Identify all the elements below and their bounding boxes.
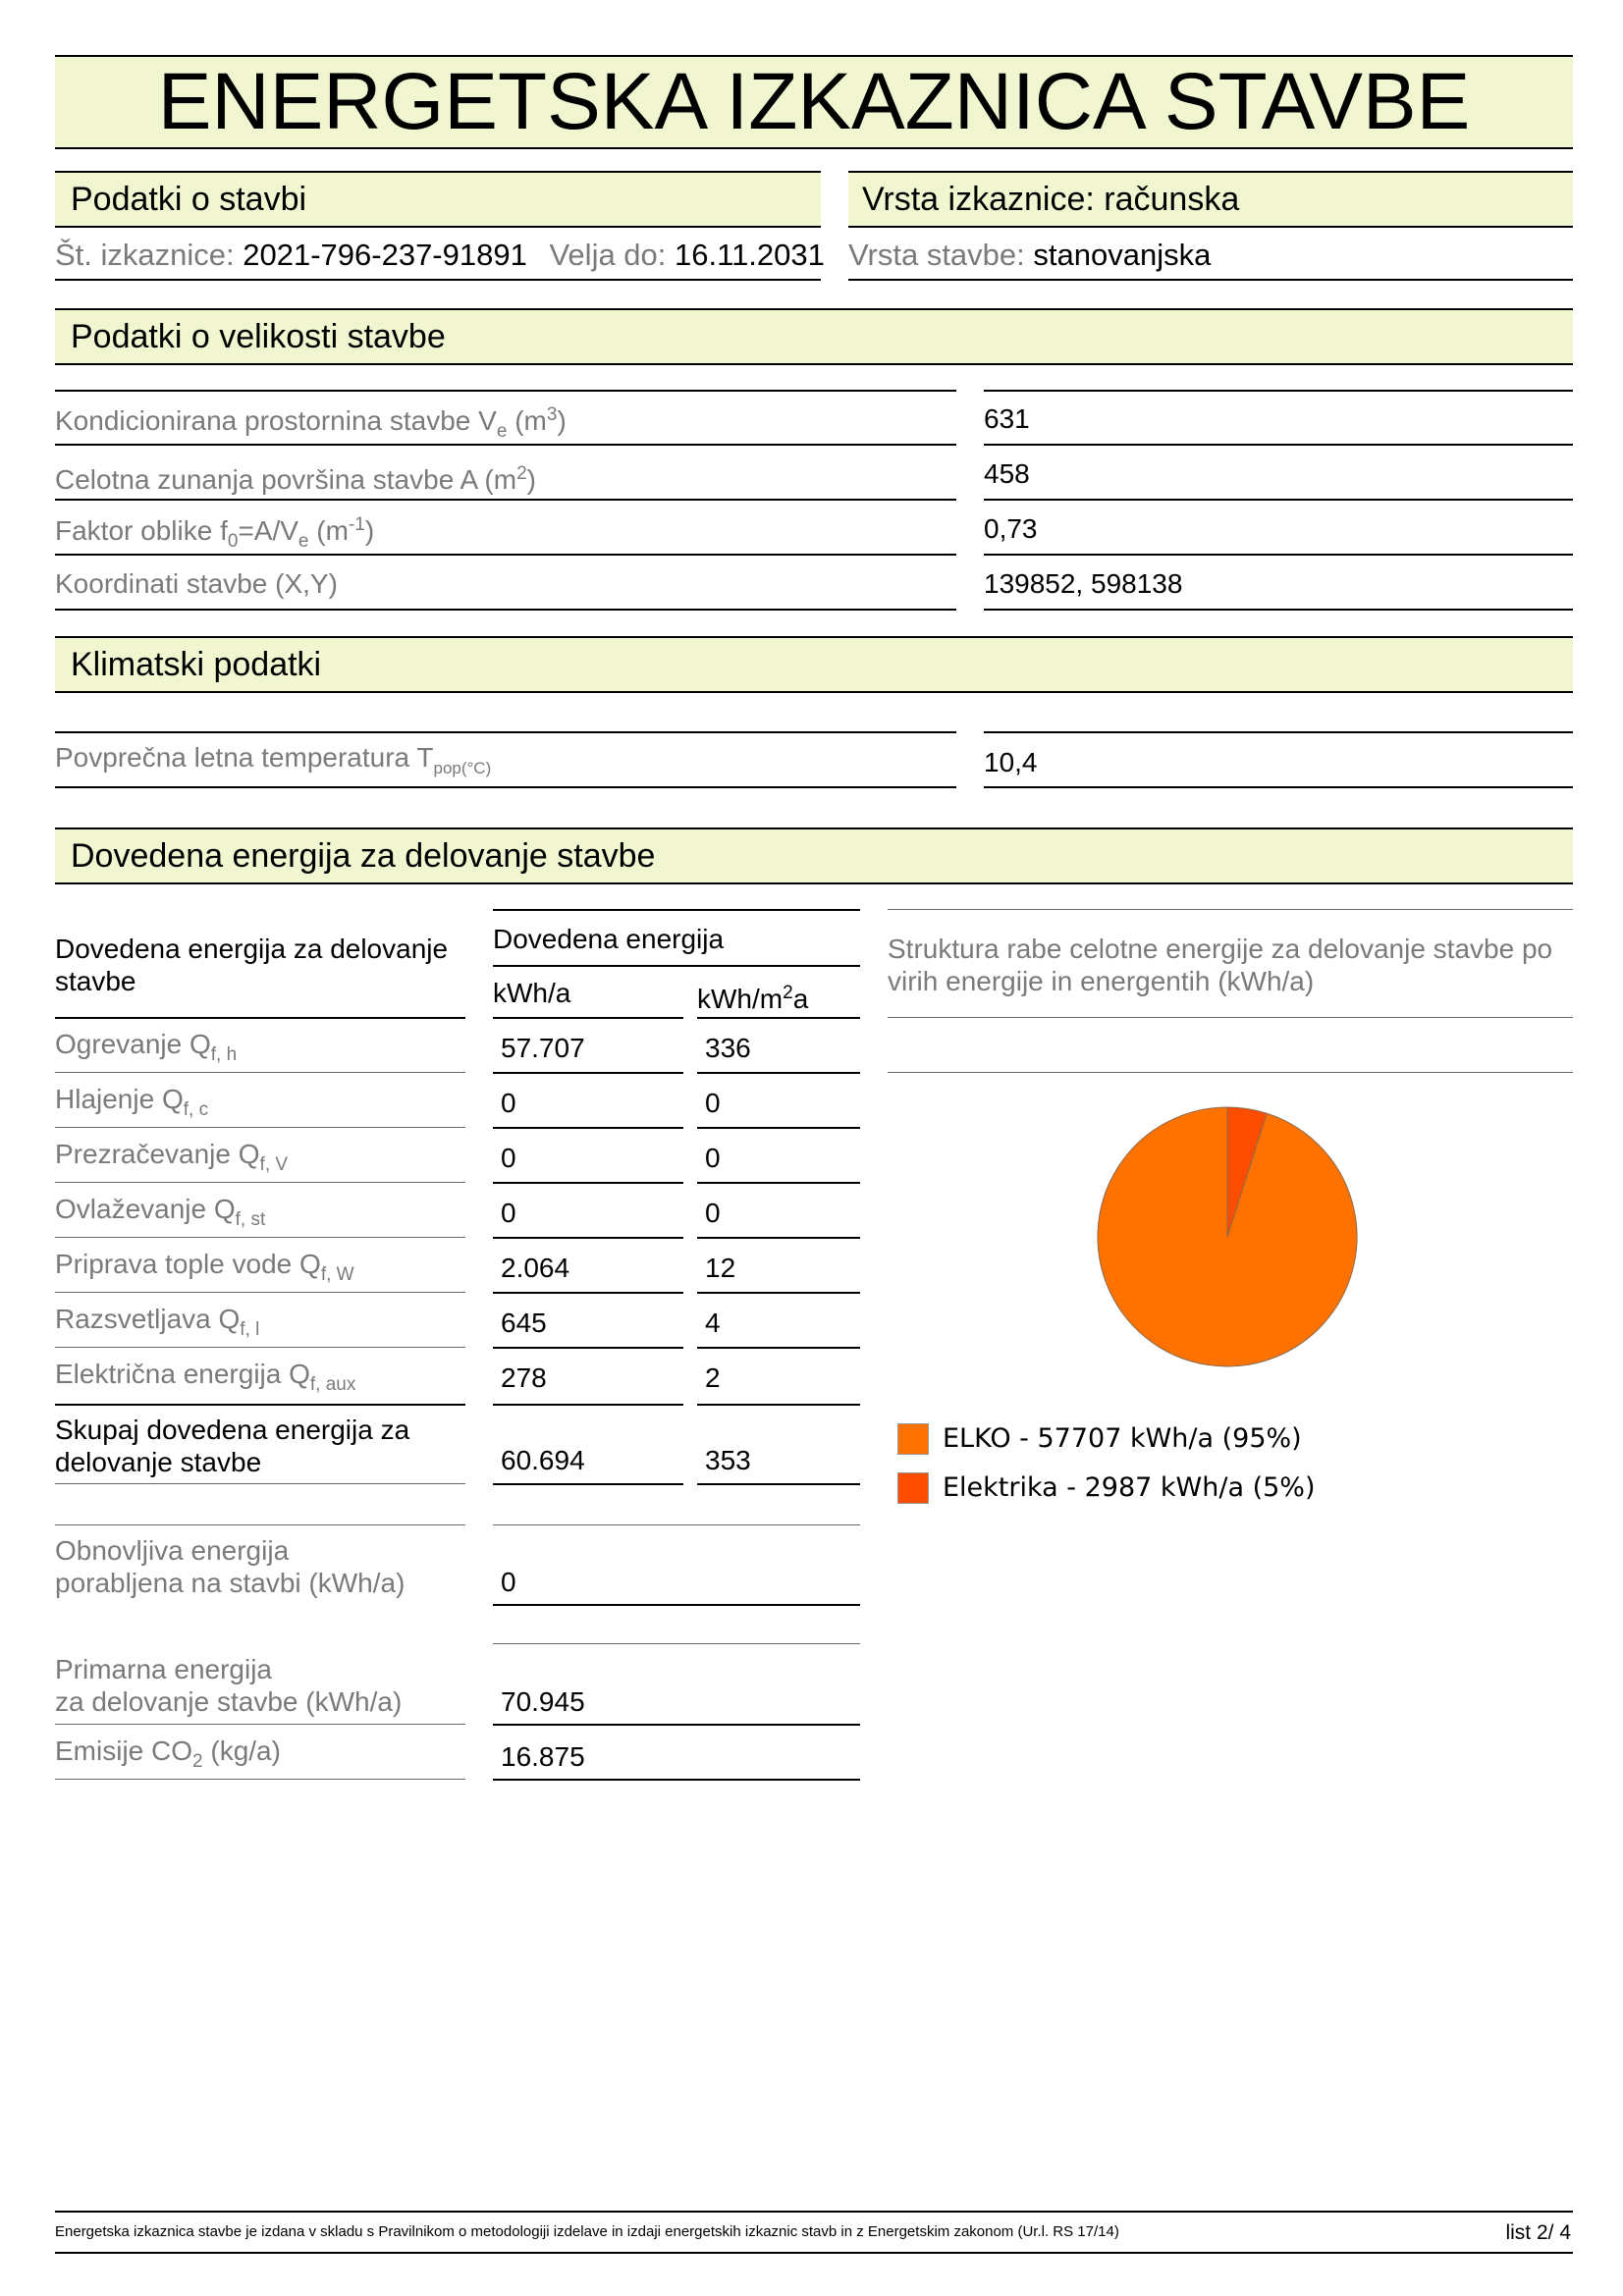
climate-heading: Klimatski podatki: [71, 646, 322, 683]
divider: [493, 1643, 860, 1644]
energy-col-kwh-m2: kWh/$m^2a$: [697, 983, 809, 1014]
divider: [55, 1404, 465, 1406]
energy-row-kwh: 57.707: [501, 1033, 585, 1063]
divider: [55, 1524, 465, 1525]
divider: [55, 1127, 465, 1128]
size-heading: Podatki o velikosti stavbe: [71, 318, 446, 355]
divider: [55, 1182, 465, 1183]
divider: [55, 499, 956, 501]
divider: [493, 1127, 683, 1129]
size-row-shape-label: Faktor oblike $f_0=A/V_e$ $(m^{-1})$: [55, 514, 375, 552]
divider: [984, 731, 1573, 733]
divider: [55, 1483, 465, 1484]
divider: [493, 1483, 683, 1485]
energy-col-group: Dovedena energija: [493, 924, 725, 954]
renewable-label: Obnovljiva energija porabljena na stavbi (kWh/a): [55, 1535, 406, 1598]
chart-title: Struktura rabe celotne energije za delovanje stavbe po virih energije in energentih (kWh/a): [888, 934, 1553, 996]
page-title: ENERGETSKA IZKAZNICA STAVBE: [157, 57, 1471, 146]
divider: [55, 786, 956, 788]
divider: [493, 1604, 860, 1606]
energy-heading: Dovedena energija za delovanje stavbe: [71, 837, 656, 875]
legend-label: Elektrika - 2987 kWh/a (5%): [943, 1472, 1316, 1503]
divider: [984, 444, 1573, 446]
primary-energy-value: 70.945: [501, 1686, 585, 1717]
legend-swatch: [897, 1472, 929, 1504]
divider: [888, 909, 1573, 910]
divider: [55, 1347, 465, 1348]
energy-row-kwh-m2: 4: [705, 1308, 721, 1338]
footer-note: Energetska izkaznica stavbe je izdana v skladu s Pravilnikom o metodologiji izdelave in izdaji energetskih izkaznic stavb in z Energetskim zakonom (Ur.l. RS 17/14): [55, 2223, 1119, 2240]
divider: [697, 1347, 860, 1349]
divider: [984, 390, 1573, 392]
pie-chart: [1090, 1099, 1365, 1374]
valid-until-label: Velja do:: [549, 238, 667, 272]
divider: [493, 1524, 860, 1525]
divider: [55, 390, 956, 392]
divider: [697, 1182, 860, 1184]
divider: [55, 1779, 465, 1780]
size-row-area-label: Celotna zunanja površina stavbe A $(m^2)$: [55, 463, 536, 495]
divider: [55, 1724, 465, 1725]
climate-temperature-value: 10,4: [984, 747, 1038, 777]
divider: [55, 1072, 465, 1073]
legend-swatch: [897, 1423, 929, 1455]
divider: [697, 1072, 860, 1074]
divider: [493, 909, 860, 911]
building-type: stanovanjska: [1033, 238, 1212, 272]
energy-row-kwh: 0: [501, 1088, 516, 1118]
divider: [493, 965, 860, 967]
size-row-area-value: 458: [984, 458, 1030, 489]
divider: [493, 1779, 860, 1781]
divider: [984, 554, 1573, 556]
divider: [697, 1017, 860, 1019]
energy-row-kwh: 0: [501, 1198, 516, 1228]
divider: [55, 609, 956, 611]
energy-row-label: Ovlaževanje $Q_{f, st}$: [55, 1194, 266, 1230]
energy-row-kwh-m2: 0: [705, 1198, 721, 1228]
size-row-shape-value: 0,73: [984, 513, 1038, 544]
divider: [55, 2252, 1573, 2254]
energy-row-label: Ogrevanje $Q_{f, h}$: [55, 1029, 238, 1065]
energy-total-kwh-m2: 353: [705, 1445, 751, 1475]
divider: [697, 1237, 860, 1239]
valid-until: 16.11.2031: [675, 238, 825, 272]
divider: [55, 1237, 465, 1238]
card-number-line: [55, 236, 825, 275]
energy-table-title: Dovedena energija za delovanje stavbe: [55, 934, 449, 996]
divider: [888, 1072, 1573, 1073]
divider: [984, 786, 1573, 788]
size-row-volume-label: Kondicionirana prostornina stavbe $V_e$ $(m^3)$: [55, 404, 567, 442]
renewable-value: 0: [501, 1567, 516, 1597]
divider: [697, 1404, 860, 1406]
building-data-heading: Podatki o stavbi: [71, 181, 307, 218]
energy-row-label: Hlajenje $Q_{f, c}$: [55, 1084, 209, 1120]
divider: [984, 609, 1573, 611]
energy-total-label: Skupaj dovedena energija za delovanje stavbe: [55, 1415, 410, 1477]
divider: [493, 1724, 860, 1726]
climate-temperature-label: Povprečna letna temperatura $T_{pop(^\circ C)}$: [55, 742, 492, 777]
divider: [493, 1072, 683, 1074]
primary-energy-label: Primarna energija za delovanje stavbe (kWh/a): [55, 1654, 403, 1717]
divider: [697, 1483, 860, 1485]
energy-row-kwh: 645: [501, 1308, 547, 1338]
energy-row-kwh-m2: 0: [705, 1088, 721, 1118]
legend-label: ELKO - 57707 kWh/a (95%): [943, 1423, 1302, 1454]
divider: [493, 1347, 683, 1349]
energy-row-kwh: 2.064: [501, 1253, 570, 1283]
divider: [697, 1292, 860, 1294]
divider: [697, 1127, 860, 1129]
divider: [55, 731, 956, 733]
energy-row-label: Razsvetljava $Q_{f, l}$: [55, 1304, 260, 1340]
size-row-coordinates-label: Koordinati stavbe (X,Y): [55, 568, 338, 599]
divider: [55, 2211, 1573, 2213]
energy-row-kwh-m2: 2: [705, 1362, 721, 1393]
divider: [55, 1292, 465, 1293]
divider: [493, 1182, 683, 1184]
divider: [984, 499, 1573, 501]
divider: [55, 554, 956, 556]
divider: [493, 1237, 683, 1239]
divider: [55, 1017, 465, 1019]
page-number: list 2/ 4: [1505, 2221, 1571, 2244]
energy-row-kwh-m2: 336: [705, 1033, 751, 1063]
divider: [55, 279, 821, 281]
energy-col-kwh: kWh/a: [493, 978, 571, 1008]
building-type-line: [848, 236, 1211, 275]
divider: [55, 444, 956, 446]
size-row-coordinates-value: 139852, 598138: [984, 568, 1183, 599]
energy-row-label: Električna energija $Q_{f, aux}$: [55, 1359, 356, 1395]
divider: [888, 1017, 1573, 1018]
card-number: 2021-796-237-91891: [243, 238, 527, 272]
divider: [848, 279, 1573, 281]
energy-total-kwh: 60.694: [501, 1445, 585, 1475]
divider: [493, 1292, 683, 1294]
card-number-label: Št. izkaznice:: [55, 238, 235, 272]
card-type-heading: Vrsta izkaznice: računska: [862, 181, 1240, 218]
energy-row-kwh-m2: 0: [705, 1143, 721, 1173]
size-row-volume-value: 631: [984, 403, 1030, 434]
energy-row-kwh: 278: [501, 1362, 547, 1393]
divider: [493, 1017, 683, 1019]
energy-row-kwh-m2: 12: [705, 1253, 736, 1283]
co2-label: Emisije $CO_2$ (kg/a): [55, 1735, 281, 1772]
energy-row-kwh: 0: [501, 1143, 516, 1173]
energy-row-label: Priprava tople vode $Q_{f, W}$: [55, 1249, 354, 1285]
co2-value: 16.875: [501, 1741, 585, 1772]
divider: [493, 1404, 683, 1406]
energy-row-label: Prezračevanje $Q_{f, V}$: [55, 1139, 289, 1175]
building-type-label: Vrsta stavbe:: [848, 238, 1025, 272]
